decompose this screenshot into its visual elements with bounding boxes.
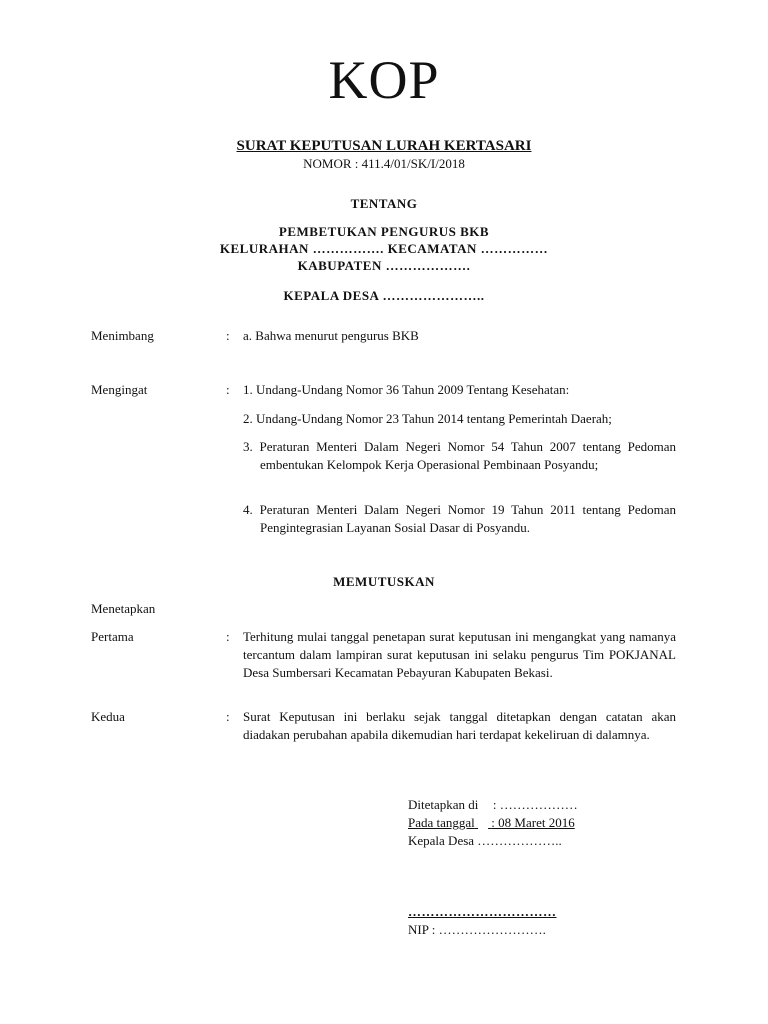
pertama-text: Terhitung mulai tanggal penetapan surat keputusan ini mengangkat yang namanya tercantum dalam lampiran surat keputusan ini selaku pengurus Tim POKJANAL Desa Sumbersari Kecamatan Pebayuran Kabupaten Bekasi. (243, 629, 676, 680)
mengingat-item-2: 2. Undang-Undang Nomor 23 Tahun 2014 tentang Pemerintah Daerah; (243, 411, 612, 426)
tanggal-value: : 08 Maret 2016 (491, 815, 575, 830)
kepala-desa-signature: Kepala Desa ……………….. (408, 833, 562, 848)
mengingat-item-4: 4. Peraturan Menteri Dalam Negeri Nomor 19 Tahun 2011 tentang Pedoman Pengintegrasian Layanan Sosial Dasar di Posyandu. (243, 502, 676, 535)
tentang-heading: TENTANG (350, 196, 418, 211)
letterhead-kop: KOP (328, 50, 440, 110)
signature-block (408, 796, 578, 850)
kedua-colon: : (226, 709, 230, 724)
nip-line: NIP : ……………………. (408, 922, 546, 937)
menimbang-colon: : (226, 328, 230, 343)
subject-line-2: KELURAHAN ……………. KECAMATAN …………… (219, 241, 549, 256)
pertama-colon: : (226, 629, 230, 644)
pertama-label: Pertama (91, 629, 134, 644)
mengingat-item-3: 3. Peraturan Menteri Dalam Negeri Nomor 54 Tahun 2007 tentang Pedoman embentukan Kelompok Kerja Operasional Pembinaan Posyandu; (243, 439, 676, 472)
memutuskan-heading: MEMUTUSKAN (333, 574, 435, 589)
kedua-label: Kedua (91, 709, 125, 724)
kepala-desa-heading: KEPALA DESA ………………….. (283, 288, 485, 303)
menetapkan-label: Menetapkan (91, 601, 156, 616)
mengingat-item-1: 1. Undang-Undang Nomor 36 Tahun 2009 Tentang Kesehatan: (243, 382, 570, 397)
subject-line-3: KABUPATEN ………………. (297, 258, 471, 273)
signature-name-block (408, 903, 557, 939)
mengingat-colon: : (226, 382, 230, 397)
decree-title (0, 137, 768, 155)
tanggal-label: Pada tanggal (408, 815, 475, 830)
ditetapkan-label: Ditetapkan di (408, 797, 479, 812)
tanggal-row (408, 814, 578, 832)
decree-number: NOMOR : 411.4/01/SK/I/2018 (303, 156, 465, 171)
subject-line-1: PEMBETUKAN PENGURUS BKB (278, 224, 490, 239)
decree-title-text: SURAT KEPUTUSAN LURAH KERTASARI (236, 138, 532, 154)
ditetapkan-value: : ……………… (492, 797, 578, 812)
menimbang-text: a. Bahwa menurut pengurus BKB (243, 328, 419, 343)
ditetapkan-row (408, 796, 578, 814)
signatory-name-line: …………………………… (408, 904, 557, 919)
menimbang-label: Menimbang (91, 328, 154, 343)
mengingat-label: Mengingat (91, 382, 148, 397)
kedua-text: Surat Keputusan ini berlaku sejak tanggal ditetapkan dengan catatan akan diadakan perubahan apabila dikemudian hari terdapat kekeliruan di dalamnya. (243, 709, 676, 742)
